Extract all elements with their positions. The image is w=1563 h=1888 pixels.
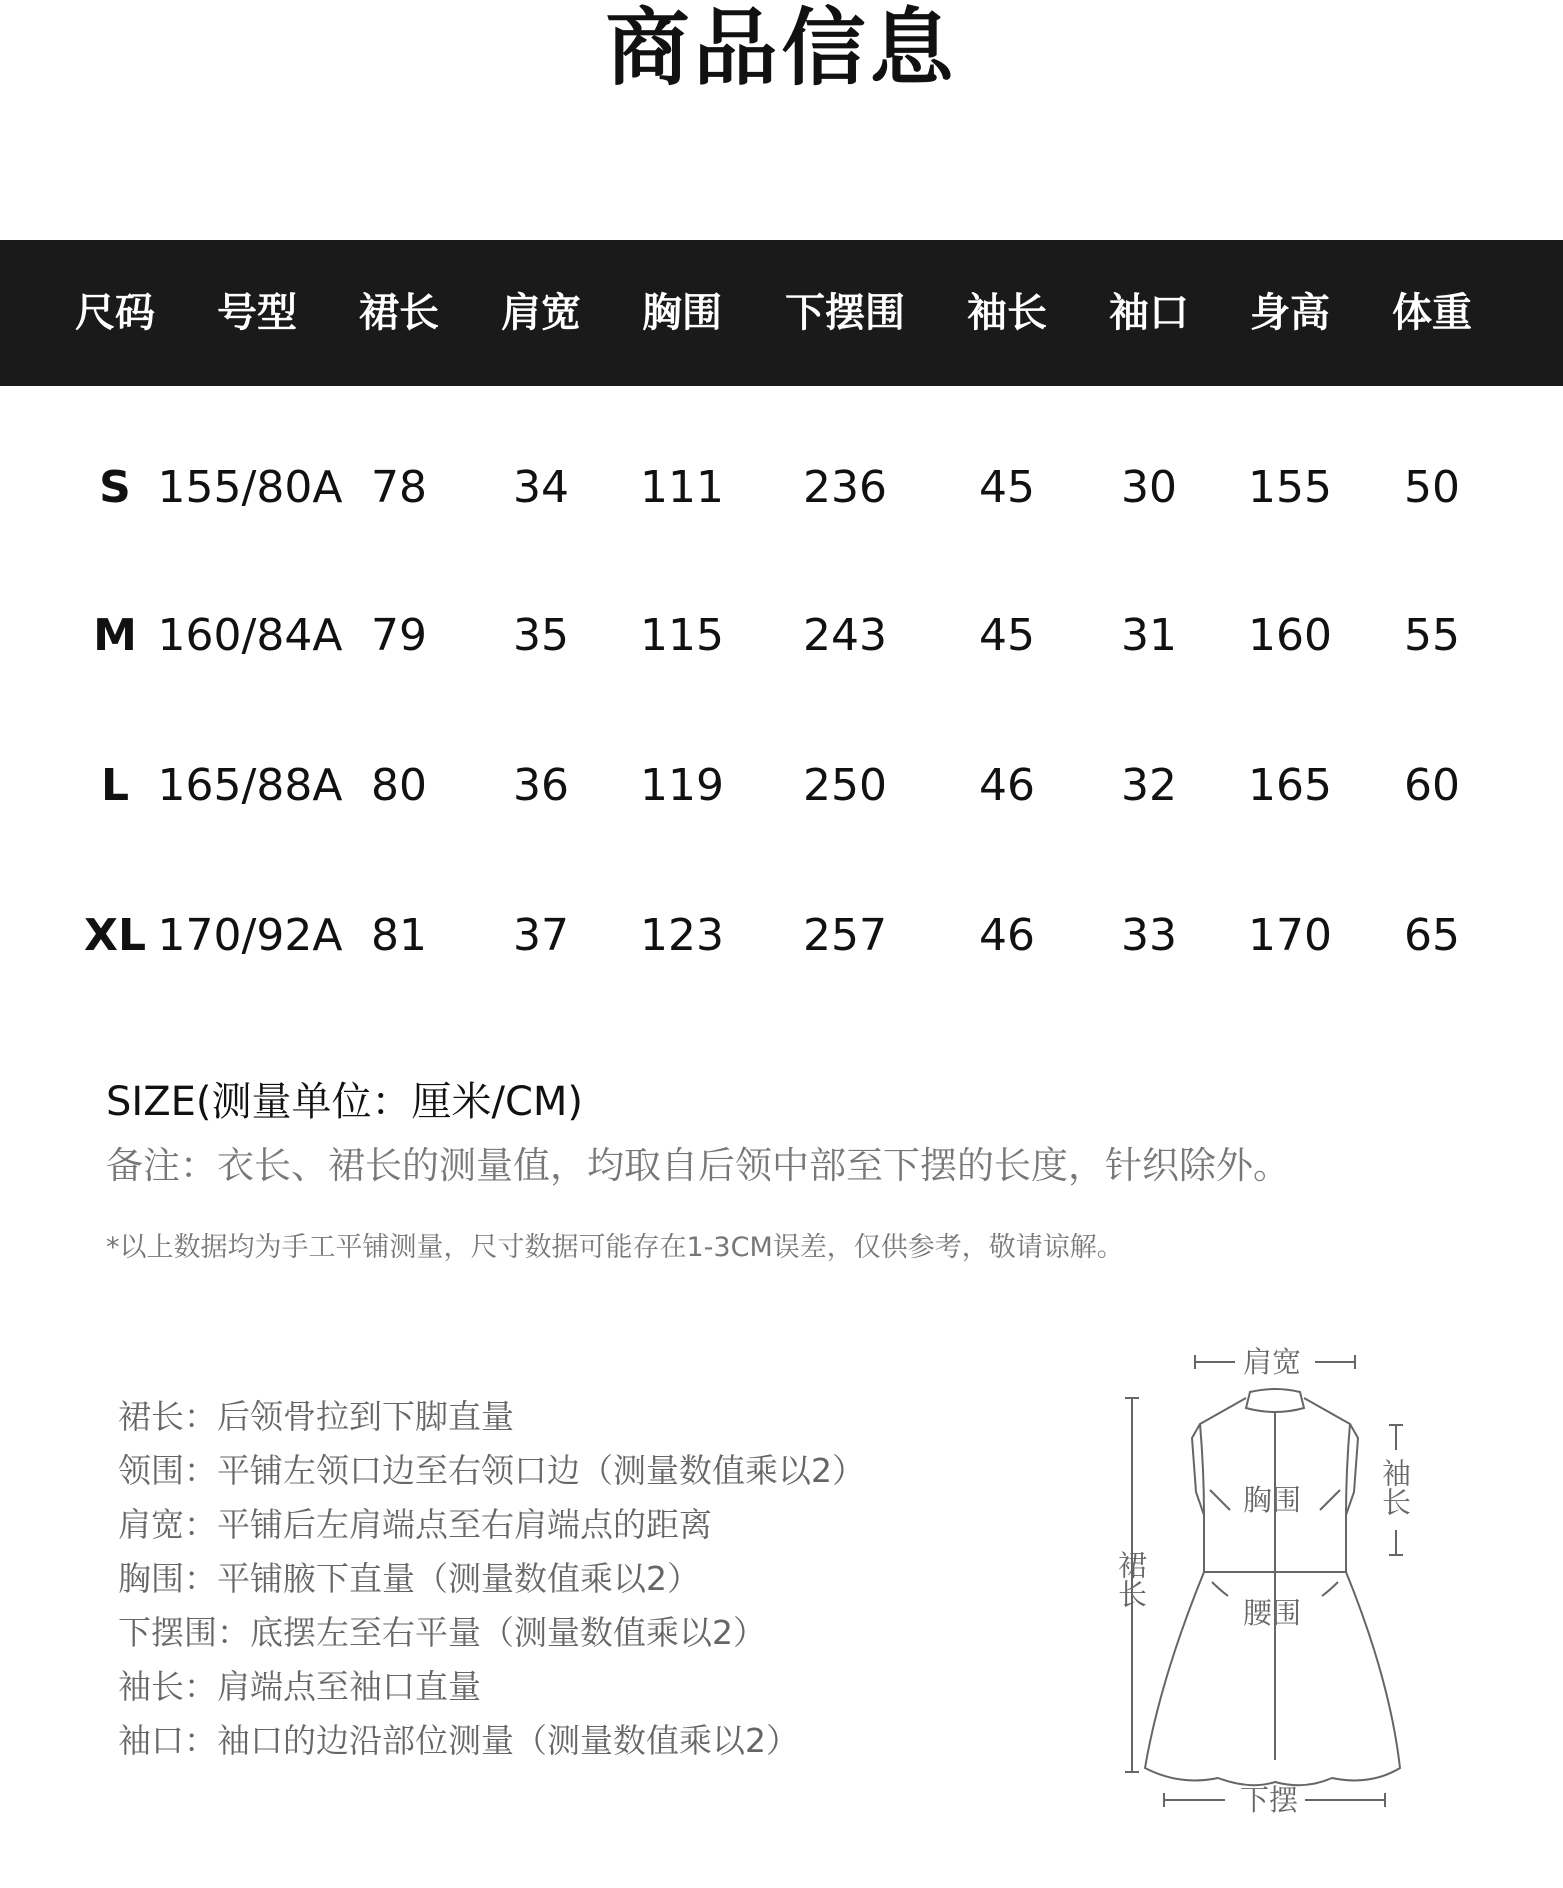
cell-height: 160 <box>1248 610 1332 661</box>
cell-sleeve-length: 46 <box>979 760 1035 811</box>
cell-hem: 257 <box>803 910 887 961</box>
table-row <box>0 596 1563 676</box>
cell-cuff: 32 <box>1121 760 1177 811</box>
header-chest: 胸围 <box>642 290 722 336</box>
size-table <box>0 240 1563 961</box>
cell-chest: 123 <box>640 910 724 961</box>
header-shoulder: 肩宽 <box>501 290 581 336</box>
header-cuff: 袖口 <box>1109 290 1189 336</box>
cell-dress-length: 81 <box>371 910 427 961</box>
glossary-item: 裙长：后领骨拉到下脚直量 <box>118 1397 514 1436</box>
header-fit: 号型 <box>217 290 297 336</box>
cell-hem: 243 <box>803 610 887 661</box>
cell-hem: 236 <box>803 462 887 513</box>
diagram-label-sleeve: 袖长 <box>1378 1458 1412 1516</box>
header-size: 尺码 <box>75 290 155 336</box>
cell-size: M <box>93 610 137 661</box>
cell-size: XL <box>84 910 146 961</box>
cell-chest: 111 <box>640 462 724 513</box>
cell-hem: 250 <box>803 760 887 811</box>
cell-cuff: 30 <box>1121 462 1177 513</box>
cell-size: L <box>100 760 130 811</box>
dress-outline-icon <box>1100 1340 1420 1840</box>
cell-weight: 60 <box>1404 760 1460 811</box>
unit-note: SIZE(测量单位：厘米/CM) <box>106 1079 583 1125</box>
table-header <box>0 240 1563 386</box>
cell-fit: 160/84A <box>157 610 343 661</box>
cell-shoulder: 36 <box>513 760 569 811</box>
cell-chest: 115 <box>640 610 724 661</box>
glossary-item: 袖口：袖口的边沿部位测量（测量数值乘以2） <box>118 1721 799 1760</box>
cell-fit: 170/92A <box>157 910 343 961</box>
cell-shoulder: 34 <box>513 462 569 513</box>
table-row <box>0 896 1563 976</box>
cell-size: S <box>99 462 131 513</box>
diagram-label-length: 裙长 <box>1114 1550 1148 1608</box>
cell-chest: 119 <box>640 760 724 811</box>
cell-sleeve-length: 46 <box>979 910 1035 961</box>
page-title: 商品信息 <box>605 0 958 97</box>
glossary-item: 下摆围：底摆左至右平量（测量数值乘以2） <box>118 1613 766 1652</box>
measurement-glossary <box>118 1390 865 1768</box>
diagram-label-hem: 下摆 <box>1240 1783 1299 1817</box>
diagram-label-chest: 胸围 <box>1243 1483 1302 1517</box>
glossary-item: 领围：平铺左领口边至右领口边（测量数值乘以2） <box>118 1451 865 1490</box>
dress-measurement-diagram <box>1100 1340 1420 1840</box>
remark-note: 备注：衣长、裙长的测量值，均取自后领中部至下摆的长度，针织除外。 <box>106 1144 1290 1187</box>
header-weight: 体重 <box>1392 290 1472 336</box>
cell-shoulder: 37 <box>513 910 569 961</box>
cell-weight: 50 <box>1404 462 1460 513</box>
cell-dress-length: 79 <box>371 610 427 661</box>
cell-dress-length: 78 <box>371 462 427 513</box>
cell-weight: 55 <box>1404 610 1460 661</box>
disclaimer-note: *以上数据均为手工平铺测量，尺寸数据可能存在1-3CM误差，仅供参考，敬请谅解。 <box>106 1232 1124 1263</box>
header-hem: 下摆围 <box>785 290 905 336</box>
header-dress-length: 裙长 <box>359 290 439 336</box>
table-row <box>0 746 1563 826</box>
diagram-label-waist: 腰围 <box>1243 1596 1302 1630</box>
header-sleeve-length: 袖长 <box>967 290 1047 336</box>
cell-dress-length: 80 <box>371 760 427 811</box>
table-row <box>0 448 1563 528</box>
cell-cuff: 31 <box>1121 610 1177 661</box>
cell-height: 155 <box>1248 462 1332 513</box>
cell-height: 170 <box>1248 910 1332 961</box>
cell-fit: 165/88A <box>157 760 343 811</box>
cell-weight: 65 <box>1404 910 1460 961</box>
cell-height: 165 <box>1248 760 1332 811</box>
cell-fit: 155/80A <box>157 462 343 513</box>
diagram-label-shoulder: 肩宽 <box>1243 1345 1302 1379</box>
cell-shoulder: 35 <box>513 610 569 661</box>
glossary-item: 肩宽：平铺后左肩端点至右肩端点的距离 <box>118 1505 712 1544</box>
glossary-item: 胸围：平铺腋下直量（测量数值乘以2） <box>118 1559 700 1598</box>
cell-sleeve-length: 45 <box>979 462 1035 513</box>
cell-cuff: 33 <box>1121 910 1177 961</box>
cell-sleeve-length: 45 <box>979 610 1035 661</box>
glossary-item: 袖长：肩端点至袖口直量 <box>118 1667 481 1706</box>
header-height: 身高 <box>1250 290 1330 336</box>
